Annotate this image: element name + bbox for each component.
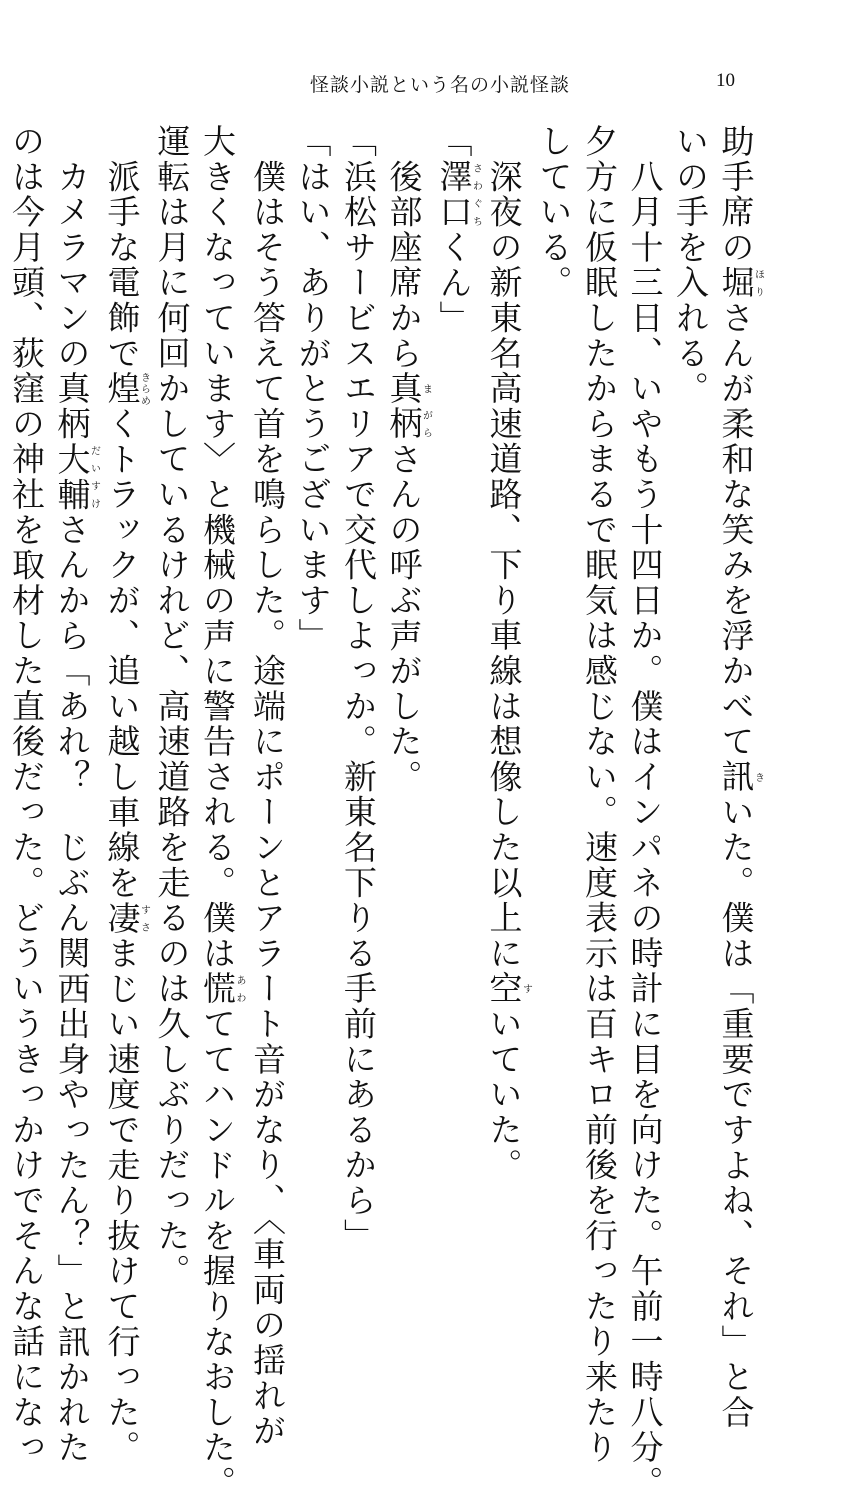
text-line xyxy=(49,124,100,1466)
running-title: 怪談小説という名の小説怪談 xyxy=(310,74,571,96)
ruby-annotation xyxy=(384,406,432,442)
text-segment: いた。僕は「重要ですよね、それ」と合 xyxy=(716,794,756,1431)
text-segment: 八月十三日、いやもう十四日か。僕はインパネの時計に目を向けた。午前一時八分。 xyxy=(625,124,665,1501)
text-line xyxy=(195,124,245,1501)
ruby-annotation xyxy=(102,371,150,407)
vertical-body-text xyxy=(7,124,764,1501)
ruby-reading: ほり xyxy=(752,265,764,301)
text-segment: ててハンドルを握りなおした。 xyxy=(198,1006,237,1501)
text-line xyxy=(149,124,195,1289)
text-segment: いの手を入れる。 xyxy=(671,124,710,407)
ruby-reading: すさ xyxy=(138,900,150,936)
ruby-base: 大輔 xyxy=(52,441,92,513)
ruby-base: 堀 xyxy=(716,265,756,301)
ruby-reading: す xyxy=(520,971,532,1007)
text-segment: 夕方に仮眠したからまるで眠気は感じない。速度表示は百キロ前後を行ったり来たり xyxy=(580,124,619,1466)
ruby-annotation xyxy=(716,759,764,795)
text-line xyxy=(577,124,623,1466)
text-segment: 僕はそう答えて首を鳴らした。途端にポーンとアラート音がなり、〈車両の揺れが xyxy=(248,124,287,1449)
text-segment: くん」 xyxy=(434,229,474,336)
text-segment: まじい速度で走り抜けて行った。 xyxy=(102,935,142,1466)
ruby-reading: さわぐち xyxy=(470,159,482,230)
text-segment: 後部座席から xyxy=(384,124,424,372)
ruby-annotation xyxy=(434,159,482,230)
page-header xyxy=(0,60,841,100)
ruby-annotation xyxy=(384,371,432,407)
text-line xyxy=(622,124,668,1501)
ruby-base: 柄 xyxy=(384,406,424,442)
ruby-reading: きらめ xyxy=(138,371,150,407)
text-line xyxy=(245,124,291,1449)
ruby-base: 澤口 xyxy=(434,159,474,230)
ruby-base: 空 xyxy=(484,971,524,1007)
text-segment: 大きくなっています〉と機械の声に警告される。僕は xyxy=(198,124,237,972)
ruby-base: 凄 xyxy=(102,900,142,936)
text-segment: カメラマンの真柄 xyxy=(52,124,92,442)
text-line xyxy=(290,124,336,1134)
text-line xyxy=(431,124,481,1134)
ruby-base: 真 xyxy=(384,371,424,407)
ruby-reading: だいすけ xyxy=(88,441,100,513)
ruby-annotation xyxy=(52,441,100,513)
text-segment: 助手席の xyxy=(716,124,756,266)
page-number: 10 xyxy=(716,70,735,91)
text-segment: いていた。 xyxy=(484,1006,524,1184)
text-segment: 「 xyxy=(434,124,474,160)
text-line xyxy=(531,124,577,1134)
ruby-base: 訊 xyxy=(716,759,756,795)
text-line xyxy=(713,124,764,1431)
text-segment: さんの呼ぶ声がした。 xyxy=(384,441,424,795)
ruby-reading: あわ xyxy=(234,971,245,1007)
ruby-base: 慌 xyxy=(198,971,237,1007)
text-segment: 派手な電飾で xyxy=(102,124,142,372)
ruby-base: 煌 xyxy=(102,371,142,407)
ruby-annotation xyxy=(102,900,150,936)
text-line xyxy=(381,124,431,1134)
ruby-reading: ま xyxy=(420,371,432,407)
text-line xyxy=(668,124,714,1134)
text-segment: くトラックが、追い越し車線を xyxy=(102,406,142,901)
ruby-reading: がら xyxy=(420,406,432,442)
text-segment: 「浜松サービスエリアで交代しよっか。新東名下りる手前にあるから」 xyxy=(339,124,378,1254)
ruby-reading: き xyxy=(752,759,764,795)
text-segment: さんが柔和な笑みを浮かべて xyxy=(716,300,756,760)
text-line xyxy=(481,124,532,1184)
text-line xyxy=(336,124,382,1254)
text-segment: 運転は月に何回かしているけれど、高速道路を走るのは久しぶりだった。 xyxy=(152,124,192,1289)
text-line xyxy=(4,124,50,1466)
ruby-annotation xyxy=(484,971,532,1007)
text-line xyxy=(99,124,150,1466)
text-segment: 「はい、ありがとうございます」 xyxy=(293,124,333,654)
ruby-annotation xyxy=(198,971,245,1007)
text-segment: さんから「あれ？ じぶん関西出身やったん？」と訊かれた xyxy=(52,512,92,1466)
text-segment: 深夜の新東名高速道路、下り車線は想像した以上に xyxy=(484,124,524,972)
text-segment: している。 xyxy=(534,124,574,301)
ruby-annotation xyxy=(716,265,764,301)
text-segment: のは今月頭、荻窪の神社を取材した直後だった。どういうきっかけでそんな話になっ xyxy=(7,124,46,1466)
